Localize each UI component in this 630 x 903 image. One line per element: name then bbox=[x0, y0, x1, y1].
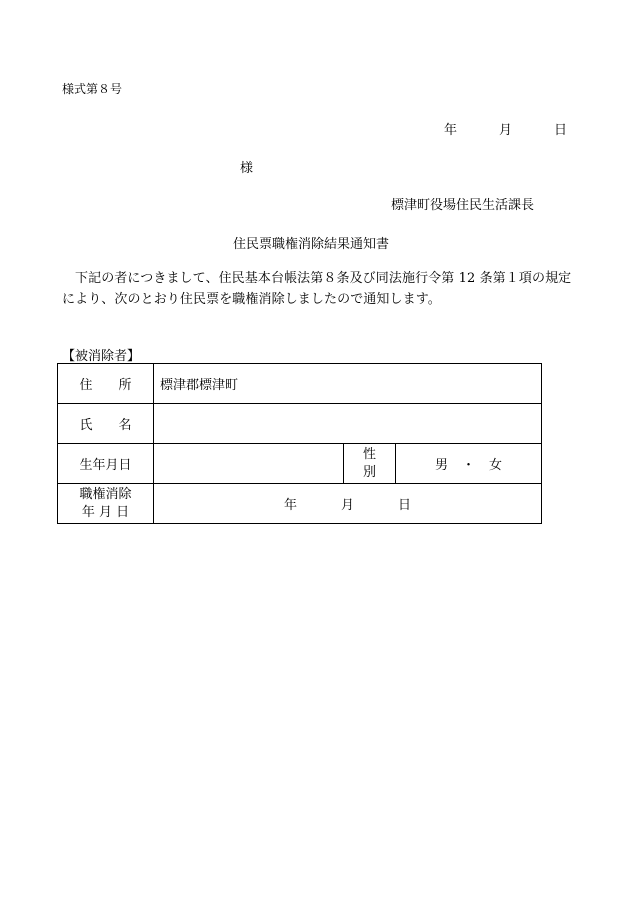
document-title: 住民票職権消除結果通知書 bbox=[233, 237, 390, 252]
date-year-label: 年 bbox=[444, 123, 458, 138]
form-number: 様式第８号 bbox=[62, 82, 123, 96]
deletion-date-label-line1: 職権消除 bbox=[79, 486, 132, 502]
subject-table bbox=[57, 363, 542, 524]
address-value: 標津郡標津町 bbox=[154, 364, 542, 404]
name-row bbox=[58, 404, 542, 444]
birthdate-label: 生年月日 bbox=[58, 444, 154, 484]
address-label bbox=[58, 364, 154, 404]
sex-male: 男 bbox=[434, 458, 448, 473]
sender-name: 標津町役場住民生活課長 bbox=[391, 198, 535, 213]
birthdate-row bbox=[58, 444, 542, 484]
deletion-date-value bbox=[154, 484, 542, 524]
name-value bbox=[154, 404, 542, 444]
deletion-day: 日 bbox=[398, 498, 412, 513]
sex-label-b: 別 bbox=[362, 464, 376, 480]
sex-label-a: 性 bbox=[362, 446, 376, 462]
date-day-label: 日 bbox=[554, 123, 568, 138]
sex-female: 女 bbox=[489, 458, 503, 473]
deletion-year: 年 bbox=[283, 498, 297, 513]
date-month-label: 月 bbox=[499, 123, 513, 138]
address-label-a: 住 bbox=[79, 378, 93, 393]
section-heading: 【被消除者】 bbox=[62, 349, 141, 364]
name-label-b: 名 bbox=[118, 418, 132, 433]
address-row bbox=[58, 364, 542, 404]
deletion-date-label-line2: 年 月 日 bbox=[81, 504, 130, 520]
birthdate-value bbox=[154, 444, 344, 484]
sex-dot: ・ bbox=[462, 458, 476, 473]
sex-label bbox=[344, 444, 396, 484]
address-label-b: 所 bbox=[118, 378, 132, 393]
name-label-a: 氏 bbox=[79, 418, 93, 433]
name-label bbox=[58, 404, 154, 444]
deletion-date-row bbox=[58, 484, 542, 524]
recipient-honorific: 様 bbox=[240, 161, 254, 176]
body-paragraph: 下記の者につきまして、住民基本台帳法第８条及び同法施行令第 12 条第１項の規定により、次のとおり住民票を職権消除しましたので通知します。 bbox=[62, 271, 572, 307]
deletion-month: 月 bbox=[341, 498, 355, 513]
sex-options bbox=[396, 444, 542, 484]
deletion-date-label bbox=[58, 484, 154, 524]
